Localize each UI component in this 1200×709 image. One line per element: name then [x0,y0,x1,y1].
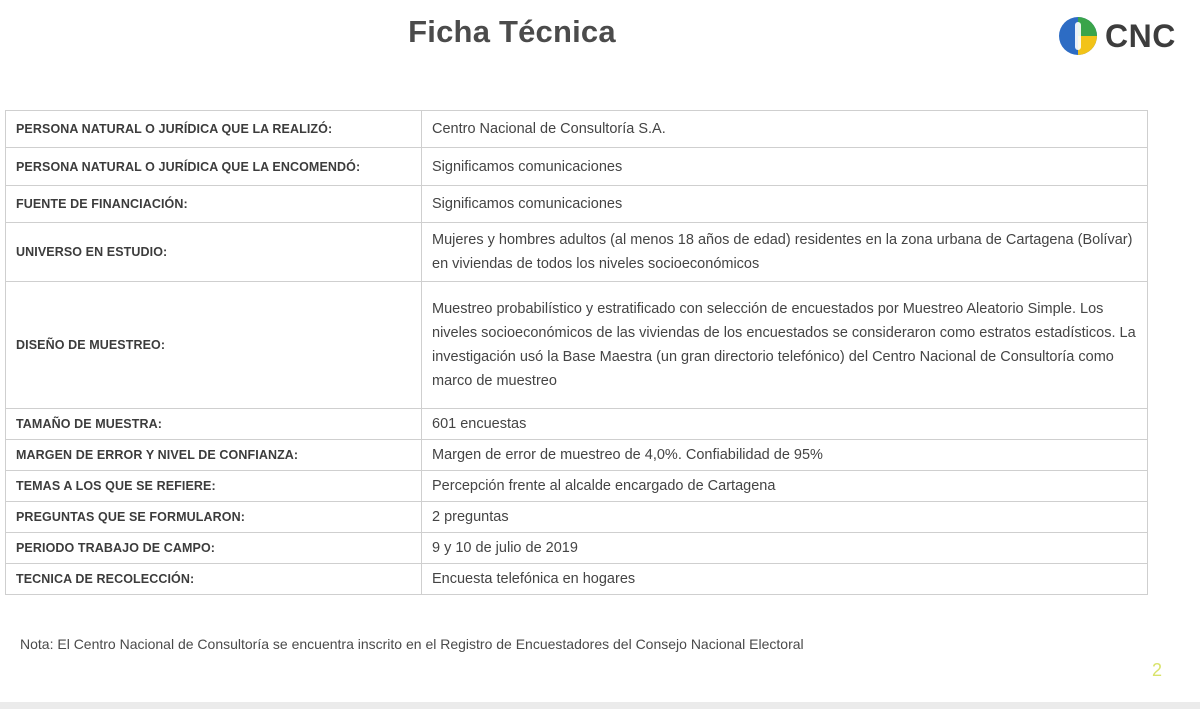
bottom-divider [0,702,1200,709]
row-value: Encuesta telefónica en hogares [422,564,1148,595]
row-label: MARGEN DE ERROR Y NIVEL DE CONFIANZA: [6,440,422,471]
table-row [6,186,1148,223]
row-label: FUENTE DE FINANCIACIÓN: [6,186,422,223]
row-label: PREGUNTAS QUE SE FORMULARON: [6,502,422,533]
table-row [6,440,1148,471]
page-number: 2 [1152,660,1163,680]
row-value: 601 encuestas [422,409,1148,440]
row-value: Margen de error de muestreo de 4,0%. Confiabilidad de 95% [422,440,1148,471]
logo-text: CNC [1105,17,1176,54]
row-value: Significamos comunicaciones [422,148,1148,186]
footnote: Nota: El Centro Nacional de Consultoría se encuentra inscrito en el Registro de Encuestadores del Consejo Nacional Electoral [20,636,804,652]
table-row [6,533,1148,564]
row-value: Percepción frente al alcalde encargado de Cartagena [422,471,1148,502]
table-row [6,564,1148,595]
table-row [6,148,1148,186]
table-row [6,223,1148,282]
row-value: Muestreo probabilístico y estratificado con selección de encuestados por Muestreo Aleatorio Simple. Los niveles socioeconómicos de las viviendas de los encuestados se consideraron como estratos estadísticos. La investigación usó la Base Maestra (un gran directorio telefónico) del Centro Nacional de Consultoría como marco de muestreo [422,282,1148,409]
row-label: DISEÑO DE MUESTREO: [6,282,422,409]
ficha-tecnica-table [5,110,1148,595]
table-row [6,471,1148,502]
cnc-logo [1058,15,1176,57]
row-label: PERSONA NATURAL O JURÍDICA QUE LA ENCOMENDÓ: [6,148,422,186]
table-row [6,409,1148,440]
page-title: Ficha Técnica [408,14,616,49]
table-row [6,502,1148,533]
table-row [6,111,1148,148]
row-label: PERSONA NATURAL O JURÍDICA QUE LA REALIZÓ: [6,111,422,148]
row-value: Mujeres y hombres adultos (al menos 18 años de edad) residentes en la zona urbana de Cartagena (Bolívar) en viviendas de todos los niveles socioeconómicos [422,223,1148,282]
table-row [6,282,1148,409]
cnc-logo-icon [1058,16,1098,56]
row-label: TEMAS A LOS QUE SE REFIERE: [6,471,422,502]
row-label: UNIVERSO EN ESTUDIO: [6,223,422,282]
row-label: TAMAÑO DE MUESTRA: [6,409,422,440]
row-value: Significamos comunicaciones [422,186,1148,223]
row-label: PERIODO TRABAJO DE CAMPO: [6,533,422,564]
row-value: 2 preguntas [422,502,1148,533]
row-value: 9 y 10 de julio de 2019 [422,533,1148,564]
row-label: TECNICA DE RECOLECCIÓN: [6,564,422,595]
row-value: Centro Nacional de Consultoría S.A. [422,111,1148,148]
